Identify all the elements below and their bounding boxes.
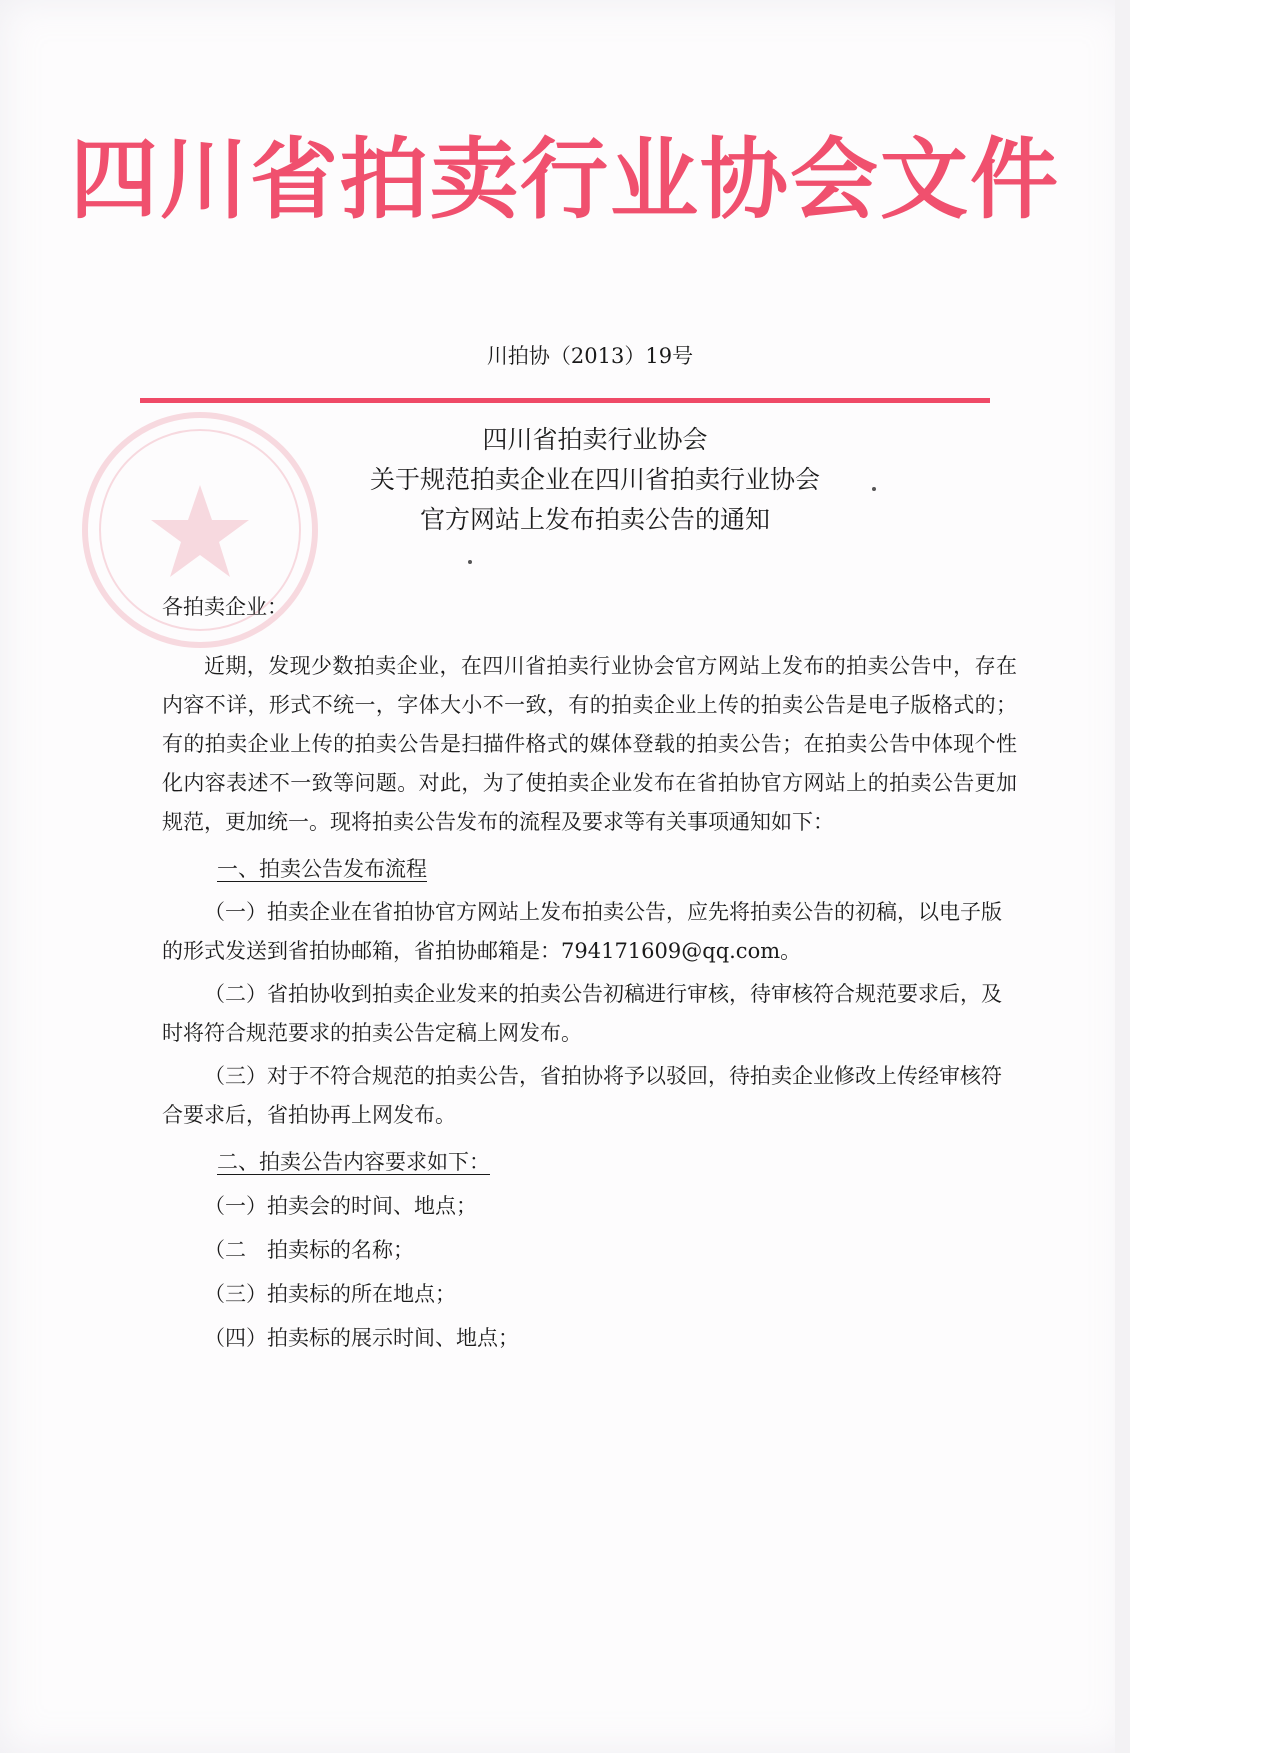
notice-title-line-2: 关于规范拍卖企业在四川省拍卖行业协会 xyxy=(369,465,820,494)
salutation: 各拍卖企业： xyxy=(162,595,288,619)
section-heading-2: 二、拍卖公告内容要求如下： xyxy=(217,1150,490,1174)
section1-item-1: （一）拍卖企业在省拍协官方网站上发布拍卖公告，应先将拍卖公告的初稿，以电子版的形式发送到省拍协邮箱，省拍协邮箱是：794171609@qq.com。 xyxy=(162,900,1002,963)
notice-title xyxy=(0,420,1130,540)
notice-title-line-1: 四川省拍卖行业协会 xyxy=(482,425,708,454)
document-number: 川拍协（2013）19号 xyxy=(486,344,694,368)
section1-item-3: （三）对于不符合规范的拍卖公告，省拍协将予以驳回，待拍卖企业修改上传经审核符合要求后，省拍协再上网发布。 xyxy=(162,1064,1002,1127)
section2-item-1: （一）拍卖会的时间、地点； xyxy=(204,1194,477,1218)
document-header-title: 四川省拍卖行业协会文件 xyxy=(69,128,1060,231)
scan-edge xyxy=(1115,0,1130,1753)
section2-item-4: （四）拍卖标的展示时间、地点； xyxy=(204,1326,519,1350)
notice-title-line-3: 官方网站上发布拍卖公告的通知 xyxy=(419,505,770,534)
intro-paragraph: 近期，发现少数拍卖企业，在四川省拍卖行业协会官方网站上发布的拍卖公告中，存在内容不详，形式不统一，字体大小不一致，有的拍卖企业上传的拍卖公告是电子版格式的；有的拍卖企业上传的拍卖公告是扫描件格式的媒体登载的拍卖公告；在拍卖公告中体现个性化内容表述不一致等问题。对此，为了使拍卖企业发布在省拍协官方网站上的拍卖公告更加规范，更加统一。现将拍卖公告发布的流程及要求等有关事项通知如下： xyxy=(162,654,1017,834)
notice-body xyxy=(162,588,1017,1358)
scan-speck xyxy=(872,487,876,491)
section1-item-2: （二）省拍协收到拍卖企业发来的拍卖公告初稿进行审核，待审核符合规范要求后，及时将符合规范要求的拍卖公告定稿上网发布。 xyxy=(162,982,1002,1045)
section-heading-1: 一、拍卖公告发布流程 xyxy=(217,857,427,881)
red-divider-rule xyxy=(140,398,990,403)
section2-item-3: （三）拍卖标的所在地点； xyxy=(204,1282,456,1306)
scan-speck xyxy=(468,560,472,564)
section2-item-2: （二 拍卖标的名称； xyxy=(204,1238,414,1262)
